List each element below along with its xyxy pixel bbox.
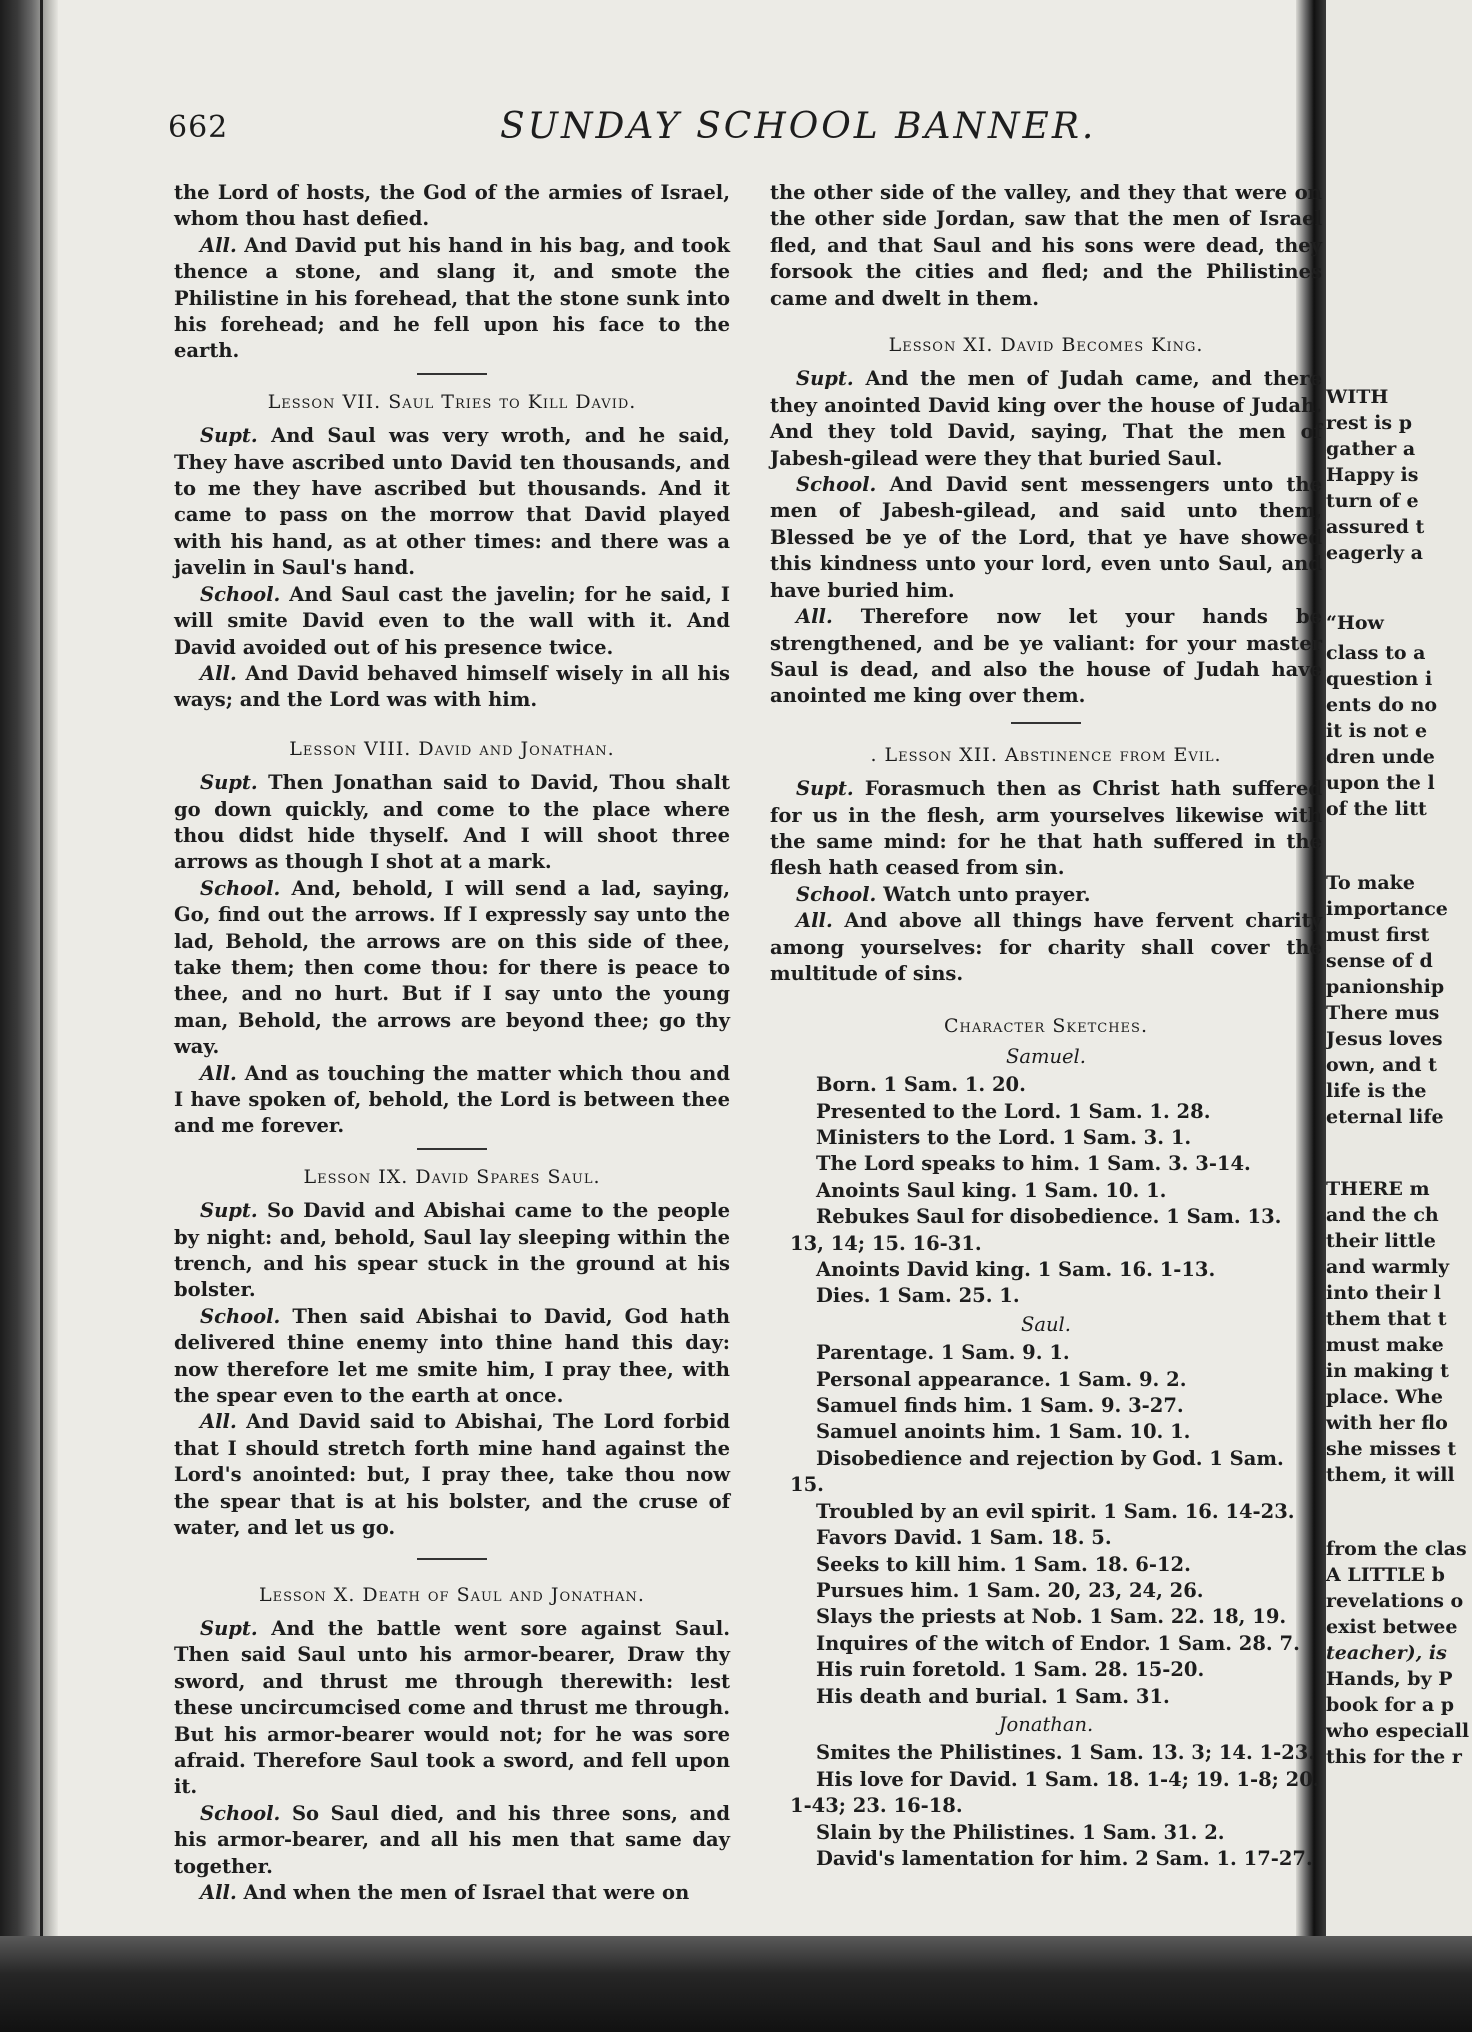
lesson7-heading: Lesson VII. Saul Tries to Kill David. xyxy=(267,390,637,413)
sketch-entry: Anoints Saul king. 1 Sam. 10. 1. xyxy=(816,1178,1167,1202)
facing-page-line: into their l xyxy=(1326,1282,1441,1304)
intro-all-text: And David put his hand in his bag, and took thence a stone, and slang it, and smote the Philistine in his forehead, that the stone sunk into his forehead; and he fell upon his face to the earth. xyxy=(174,233,730,363)
facing-page-line: Happy is xyxy=(1326,464,1419,486)
sketch-entry: Dies. 1 Sam. 25. 1. xyxy=(816,1284,1020,1308)
facing-page-line: exist betwee xyxy=(1326,1616,1458,1638)
lesson8-supt-text: Then Jonathan said to David, Thou shalt go down quickly, and come to the place where thou didst hide thyself. And I will shoot three arrows as though I shot at a mark. xyxy=(174,771,730,874)
lesson9-heading: Lesson IX. David Spares Saul. xyxy=(303,1165,601,1188)
speaker-label: School. xyxy=(796,473,877,497)
lesson12-school xyxy=(770,882,1322,908)
speaker-label: Supt. xyxy=(200,771,258,795)
sketch-entry: Samuel finds him. 1 Sam. 9. 3-27. xyxy=(816,1394,1184,1418)
facing-page-line: “How xyxy=(1326,612,1384,634)
facing-page-line: place. Whe xyxy=(1326,1386,1443,1408)
lesson11-all-text: Therefore now let your hands be strengthened, and be ye valiant: for your master Saul is dead, and also the house of Judah have anointed me king over them. xyxy=(770,605,1322,708)
lesson12-all-text: And above all things have fervent charity among yourselves: for charity shall cover the multitude of sins. xyxy=(770,909,1322,985)
sketch-entry: Inquires of the witch of Endor. 1 Sam. 28. 7. xyxy=(816,1631,1300,1655)
lesson10-supt xyxy=(174,1616,730,1801)
facing-page-line: teacher), is xyxy=(1326,1642,1447,1664)
sketch-entry: His death and burial. 1 Sam. 31. xyxy=(816,1684,1170,1708)
lesson11-school xyxy=(770,472,1322,604)
intro-all-paragraph xyxy=(174,233,730,365)
facing-page-line: of the litt xyxy=(1326,798,1427,820)
facing-page-line: who especiall xyxy=(1326,1720,1470,1742)
lesson10-all xyxy=(174,1880,730,1906)
book-binding-left xyxy=(0,0,58,2032)
facing-page xyxy=(1326,0,1472,1936)
sketch-entry: Pursues him. 1 Sam. 20, 23, 24, 26. xyxy=(816,1578,1204,1602)
facing-page-line: must make xyxy=(1326,1334,1444,1356)
facing-page-line: dren unde xyxy=(1326,746,1435,768)
lesson7-supt xyxy=(174,423,730,581)
lesson7-all-text: And David behaved himself wisely in all his ways; and the Lord was with him. xyxy=(174,661,730,712)
facing-page-line: ents do no xyxy=(1326,694,1438,716)
character-sketches-heading: Character Sketches. xyxy=(944,1015,1148,1038)
facing-page-line: eagerly a xyxy=(1326,542,1423,564)
lesson10-all-text: And when the men of Israel that were on xyxy=(243,1880,690,1904)
facing-page-line: book for a p xyxy=(1326,1694,1455,1716)
book-bottom-edge xyxy=(0,1936,1472,2032)
speaker-label: Supt. xyxy=(200,1199,258,1223)
sketch-entry: The Lord speaks to him. 1 Sam. 3. 3-14. xyxy=(816,1152,1251,1176)
sketch-entry: Parentage. 1 Sam. 9. 1. xyxy=(816,1341,1070,1365)
facing-page-line: importance xyxy=(1326,898,1448,920)
facing-page-line: and warmly xyxy=(1326,1256,1450,1278)
lesson11-heading: Lesson XI. David Becomes King. xyxy=(888,334,1204,357)
sketch-entry: Personal appearance. 1 Sam. 9. 2. xyxy=(816,1367,1187,1391)
facing-page-line: To make xyxy=(1326,872,1415,894)
speaker-label: School. xyxy=(796,882,877,906)
lesson8-all-text: And as touching the matter which thou and I have spoken of, behold, the Lord is between thee and me forever. xyxy=(174,1061,730,1138)
divider-rule xyxy=(1011,722,1081,724)
sketch-entry: Ministers to the Lord. 1 Sam. 3. 1. xyxy=(816,1126,1192,1149)
facing-page-line: with her flo xyxy=(1326,1412,1448,1434)
facing-page-line: revelations o xyxy=(1326,1590,1464,1612)
left-column xyxy=(174,180,730,1906)
lesson9-school-text: Then said Abishai to David, God hath delivered thine enemy into thine hand this day: now therefore let me smite him, I pray thee, with the spear even to the earth at once. xyxy=(174,1304,731,1408)
speaker-label: All. xyxy=(796,909,833,933)
lesson10-supt-text: And the battle went sore against Saul. Then said Saul unto his armor-bearer, Draw thy sword, and thrust me through therewith: lest these uncircumcised come and thrust me through. But his armor-bearer would not; for he was sore afraid. Therefore Saul took a sword, and fell upon it. xyxy=(174,1616,730,1799)
sketch-group-title: Samuel. xyxy=(1005,1044,1086,1068)
continued-text: the other side of the valley, and they that were on the other side Jordan, saw that the men of Israel fled, and that Saul and his sons were dead, they forsook the cities and fled; and the Philistines came and dwelt in them. xyxy=(770,181,1322,310)
lesson9-all-text: And David said to Abishai, The Lord forbid that I should stretch forth mine hand against the Lord's anointed: but, I pray thee, take thou now the spear that is at his bolster, and the cruse of water, and let us go. xyxy=(174,1410,730,1540)
lesson11-school-text: And David sent messengers unto the men of Jabesh-gilead, and said unto them, Blessed be ye of the Lord, that ye have showed this kindness unto your lord, even unto Saul, and have buried him. xyxy=(770,473,1322,602)
sketch-entry: His ruin foretold. 1 Sam. 28. 15-20. xyxy=(816,1658,1205,1682)
page-number: 662 xyxy=(168,110,229,145)
facing-page-line: in making t xyxy=(1326,1360,1449,1382)
facing-page-line: Hands, by P xyxy=(1326,1668,1453,1690)
lesson9-supt xyxy=(174,1198,730,1304)
sketch-entry: Slays the priests at Nob. 1 Sam. 22. 18, 19. xyxy=(816,1605,1287,1629)
sketch-group-samuel xyxy=(770,1044,1322,1310)
divider-rule xyxy=(417,1558,487,1560)
facing-page-line: and the ch xyxy=(1326,1204,1439,1226)
divider-rule xyxy=(417,1148,487,1150)
lesson8-all xyxy=(174,1061,730,1140)
intro-text: the Lord of hosts, the God of the armies of Israel, whom thou hast defied. xyxy=(174,181,730,231)
sketch-entry: Presented to the Lord. 1 Sam. 1. 28. xyxy=(816,1099,1211,1123)
sketch-entry: Rebukes Saul for disobedience. 1 Sam. 13. 13, 14; 15. 16-31. xyxy=(790,1205,1282,1255)
speaker-label: Supt. xyxy=(200,424,258,448)
speaker-label: All. xyxy=(200,1061,237,1085)
lesson12-school-text: Watch unto prayer. xyxy=(883,882,1091,906)
facing-page-line: own, and t xyxy=(1326,1054,1437,1076)
speaker-label: All. xyxy=(200,233,237,257)
speaker-label: School. xyxy=(200,1801,281,1825)
lesson10-heading: Lesson X. Death of Saul and Jonathan. xyxy=(259,1583,645,1606)
lesson12-supt xyxy=(770,776,1322,882)
sketch-entry: Born. 1 Sam. 1. 20. xyxy=(816,1073,1026,1097)
speaker-label: Supt. xyxy=(200,1616,258,1640)
facing-page-line: this for the r xyxy=(1326,1746,1462,1768)
sketch-group-saul xyxy=(770,1312,1322,1710)
lesson7-school-text: And Saul cast the javelin; for he said, I will smite David even to the wall with it. And David avoided out of his presence twice. xyxy=(174,582,731,659)
lesson7-all xyxy=(174,661,730,714)
speaker-label: All. xyxy=(796,605,833,629)
facing-page-line: upon the l xyxy=(1326,772,1435,794)
lesson8-supt xyxy=(174,770,730,876)
lesson12-all xyxy=(770,908,1322,987)
facing-page-line: class to a xyxy=(1326,642,1426,664)
sketch-group-title: Jonathan. xyxy=(998,1712,1094,1736)
speaker-label: All. xyxy=(200,1880,237,1904)
lesson12-heading: . Lesson XII. Abstinence from Evil. xyxy=(870,743,1222,766)
sketch-entry: Favors David. 1 Sam. 18. 5. xyxy=(816,1526,1112,1550)
facing-page-line: it is not e xyxy=(1326,720,1428,742)
lesson10-school xyxy=(174,1801,730,1880)
facing-page-line: must first xyxy=(1326,924,1430,946)
speaker-label: All. xyxy=(200,661,237,685)
sketch-entry: Disobedience and rejection by God. 1 Sam. 15. xyxy=(790,1446,1284,1497)
facing-page-line: WITH xyxy=(1326,386,1389,408)
lesson11-supt xyxy=(770,366,1322,472)
speaker-label: Supt. xyxy=(796,367,854,391)
facing-page-line: A LITTLE b xyxy=(1326,1564,1445,1586)
sketch-group-title: Saul. xyxy=(1021,1312,1071,1336)
sketch-entry: Troubled by an evil spirit. 1 Sam. 16. 14-23. xyxy=(816,1499,1295,1523)
lesson9-all xyxy=(174,1409,730,1541)
right-column xyxy=(770,180,1322,1872)
speaker-label: All. xyxy=(200,1410,237,1434)
facing-page-line: gather a xyxy=(1326,438,1416,460)
facing-page-line: Jesus loves xyxy=(1326,1028,1443,1050)
lesson8-school-text: And, behold, I will send a lad, saying, Go, find out the arrows. If I expressly say unto the lad, Behold, the arrows are on this side of thee, take them; then come thou: for there is peace to thee, and no hurt. But if I say unto the young man, Behold, the arrows are beyond thee; go thy way. xyxy=(174,876,730,1059)
facing-page-line: life is the xyxy=(1326,1080,1427,1102)
facing-page-line: turn of e xyxy=(1326,490,1419,512)
facing-page-line: rest is p xyxy=(1326,412,1413,434)
lesson9-supt-text: So David and Abishai came to the people by night: and, behold, Saul lay sleeping within the trench, and his spear stuck in the ground at his bolster. xyxy=(174,1199,730,1302)
facing-page-line: from the clas xyxy=(1326,1538,1467,1560)
sketch-entry: His love for David. 1 Sam. 18. 1-4; 19. 1-8; 20. 1-43; 23. 16-18. xyxy=(790,1767,1320,1818)
lesson11-supt-text: And the men of Judah came, and there they anointed David king over the house of Judah. And they told David, saying, That the men of Jabesh-gilead were they that buried Saul. xyxy=(770,367,1322,470)
lesson8-school xyxy=(174,876,730,1061)
sketch-entry: Smites the Philistines. 1 Sam. 13. 3; 14. 1-23. xyxy=(816,1741,1316,1765)
sketch-entry: Samuel anoints him. 1 Sam. 10. 1. xyxy=(816,1420,1191,1444)
facing-page-line: assured t xyxy=(1326,516,1425,538)
lesson11-all xyxy=(770,604,1322,710)
speaker-label: Supt. xyxy=(796,777,854,801)
speaker-label: School. xyxy=(200,876,281,900)
facing-page-line: panionship xyxy=(1326,976,1445,998)
sketch-group-jonathan xyxy=(770,1712,1322,1872)
sketch-entry: Anoints David king. 1 Sam. 16. 1-13. xyxy=(816,1258,1216,1282)
binding-edge xyxy=(40,0,43,2032)
facing-page-line: sense of d xyxy=(1326,950,1433,972)
lesson7-supt-text: And Saul was very wroth, and he said, They have ascribed unto David ten thousands, and to me they have ascribed but thousands. And it came to pass on the morrow that David played with his hand, as at other times: and there was a javelin in Saul's hand. xyxy=(174,424,730,580)
speaker-label: School. xyxy=(200,1304,281,1328)
lesson8-heading: Lesson VIII. David and Jonathan. xyxy=(289,737,615,760)
lesson9-school xyxy=(174,1304,730,1410)
lesson12-supt-text: Forasmuch then as Christ hath suffered for us in the flesh, arm yourselves likewise with the same mind: for he that hath suffered in the flesh hath ceased from sin. xyxy=(770,777,1322,880)
sketch-entry: Seeks to kill him. 1 Sam. 18. 6-12. xyxy=(816,1552,1191,1576)
facing-page-line: eternal life xyxy=(1326,1106,1444,1128)
speaker-label: School. xyxy=(200,582,281,606)
facing-page-line: THERE m xyxy=(1326,1178,1430,1200)
sketch-entry: David's lamentation for him. 2 Sam. 1. 17-27. xyxy=(816,1846,1313,1870)
facing-page-line: them that t xyxy=(1326,1308,1447,1330)
sketch-entry: Slain by the Philistines. 1 Sam. 31. 2. xyxy=(816,1820,1225,1844)
facing-page-line: them, it will xyxy=(1326,1464,1455,1486)
lesson10-school-text: So Saul died, and his three sons, and his armor-bearer, and all his men that same day together. xyxy=(174,1801,730,1878)
facing-page-line: There mus xyxy=(1326,1002,1440,1024)
facing-page-line: question i xyxy=(1326,668,1433,690)
divider-rule xyxy=(417,373,487,375)
facing-page-line: she misses t xyxy=(1326,1438,1457,1460)
lesson7-school xyxy=(174,582,730,661)
running-title: SUNDAY SCHOOL BANNER. xyxy=(500,106,1097,147)
facing-page-line: their little xyxy=(1326,1230,1436,1252)
